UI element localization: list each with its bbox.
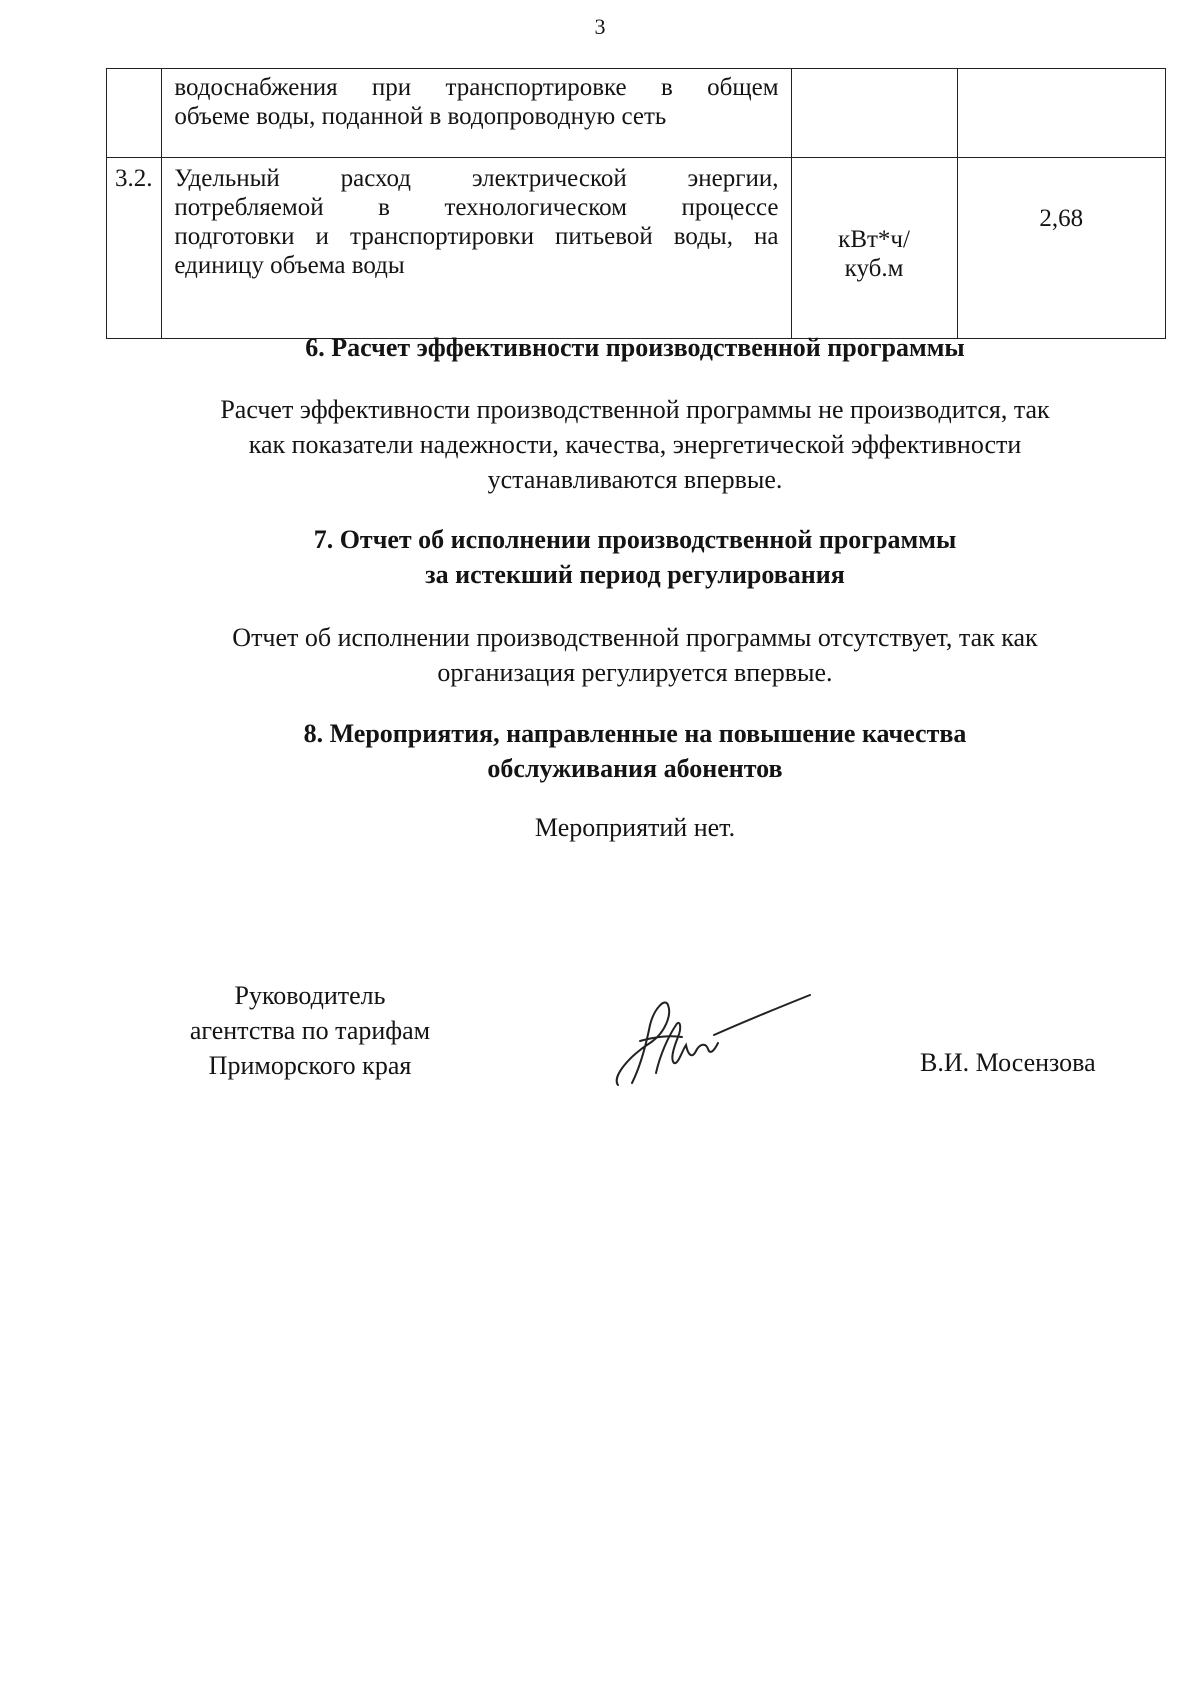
unit-line: кВт*ч/ <box>838 226 910 253</box>
section-8-body <box>0 810 1200 845</box>
body-line: Расчет эффективности производственной программы не производится, так <box>220 395 1050 424</box>
indicator-name-line: потребляемой в технологическом процессе <box>174 194 779 221</box>
body-line: Отчет об исполнении производственной программы отсутствует, так как <box>232 623 1038 652</box>
heading-line: за истекший период регулирования <box>425 560 845 589</box>
section-8-heading <box>0 716 1200 786</box>
title-line: агентства по тарифам <box>189 1016 431 1045</box>
indicator-name-line: объеме воды, поданной в водопроводную сеть <box>174 103 667 130</box>
section-6-body <box>0 392 1200 497</box>
signatory-title <box>160 978 460 1083</box>
unit-line: куб.м <box>844 255 904 282</box>
handwritten-signature-icon <box>610 985 820 1095</box>
body-line: как показатели надежности, качества, энергетической эффективности <box>248 430 1022 459</box>
indicator-name-line: единицу объема воды <box>174 252 405 279</box>
indicators-table <box>106 68 1166 339</box>
indicator-name-line: водоснабжения при транспортировке в общем <box>174 74 779 101</box>
page-number: 3 <box>594 14 606 39</box>
indicator-name-line: подготовки и транспортировки питьевой воды, на <box>174 223 779 250</box>
heading-line: обслуживания абонентов <box>487 754 783 783</box>
indicator-name-cell <box>162 158 791 339</box>
section-7-body <box>0 620 1200 690</box>
title-line: Руководитель <box>234 981 386 1010</box>
signatory-name: В.И. Мосензова <box>920 1048 1096 1077</box>
table-row <box>107 69 1166 158</box>
body-line: устанавливаются впервые. <box>487 465 783 494</box>
section-7-heading <box>0 522 1200 592</box>
heading-line: 7. Отчет об исполнении производственной программы <box>313 525 957 554</box>
body-line: организация регулируется впервые. <box>437 658 833 687</box>
section-6-heading <box>0 330 1200 365</box>
value-cell: 2,68 <box>957 158 1165 339</box>
value-cell <box>957 69 1165 158</box>
row-number-cell: 3.2. <box>107 158 162 339</box>
heading-line: 8. Мероприятия, направленные на повышение качества <box>303 719 967 748</box>
indicator-name-line: Удельный расход электрической энергии, <box>174 165 779 192</box>
body-line: Мероприятий нет. <box>534 813 736 842</box>
indicator-name-cell <box>162 69 791 158</box>
unit-cell <box>791 158 957 339</box>
title-line: Приморского края <box>208 1051 412 1080</box>
row-number-cell <box>107 69 162 158</box>
unit-cell <box>791 69 957 158</box>
table-row <box>107 158 1166 339</box>
heading-line: 6. Расчет эффективности производственной программы <box>305 333 965 362</box>
